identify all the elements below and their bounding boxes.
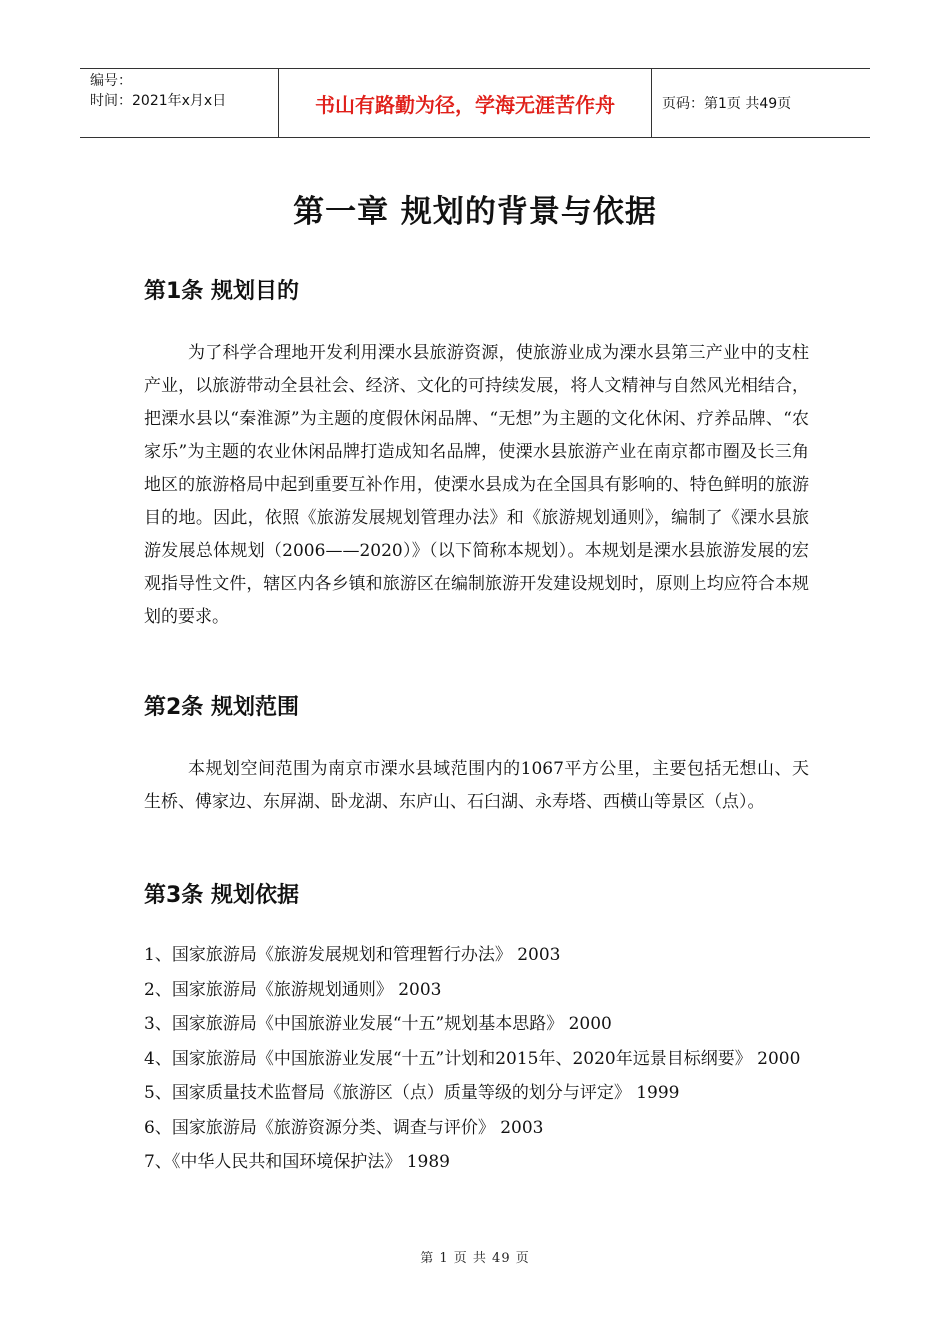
list-item: 2、国家旅游局《旅游规划通则》 2003 — [144, 979, 442, 1000]
article-1-paragraph: 为了科学合理地开发利用溧水县旅游资源，使旅游业成为溧水县第三产业中的支柱产业，以旅游带动全县社会、经济、文化的可持续发展，将人文精神与自然风光相结合，把溧水县以“秦淮源”为主题的度假休闲品牌、“无想”为主题的文化休闲、疗养品牌、“农家乐”为主题的农业休闲品牌打造成知名品牌，使溧水县旅游产业在南京都市圈及长三角地区的旅游格局中起到重要互补作用，使溧水县成为在全国具有影响的、特色鲜明的旅游目的地。因此，依照《旅游发展规划管理办法》和《旅游规划通则》，编制了《溧水县旅游发展总体规划（2006——2020）》（以下简称本规划）。本规划是溧水县旅游发展的宏观指导性文件，辖区内各乡镇和旅游区在编制旅游开发建设规划时，原则上均应符合本规划的要求。 — [144, 343, 809, 627]
header-meta — [80, 69, 279, 137]
list-item: 4、国家旅游局《中国旅游业发展“十五”计划和2015年、2020年远景目标纲要》 2000 — [144, 1048, 801, 1069]
document-time-label: 时间：2021年x月x日 — [90, 93, 227, 109]
chapter-title: 第一章 规划的背景与依据 — [293, 194, 657, 230]
article-2-paragraph: 本规划空间范围为南京市溧水县域范围内的1067平方公里，主要包括无想山、天生桥、傅家边、东屏湖、卧龙湖、东庐山、石臼湖、永寿塔、西横山等景区（点）。 — [144, 759, 809, 812]
list-item: 1、国家旅游局《旅游发展规划和管理暂行办法》 2003 — [144, 945, 561, 965]
article-1-title: 第1条 规划目的 — [144, 279, 299, 304]
article-2-title: 第2条 规划范围 — [144, 695, 299, 720]
list-item: 3、国家旅游局《中国旅游业发展“十五”规划基本思路》 2000 — [144, 1014, 612, 1034]
header-motto: 书山有路勤为径，学海无涯苦作舟 — [279, 69, 652, 137]
header-page-code: 页码：第1页 共49页 — [662, 96, 792, 112]
document-number-label: 编号： — [90, 73, 132, 89]
basis-list — [144, 938, 809, 1180]
list-item: 5、国家质量技术监督局《旅游区（点）质量等级的划分与评定》 1999 — [144, 1083, 680, 1103]
page-header — [80, 68, 870, 138]
page-footer: 第 1 页 共 49 页 — [420, 1251, 530, 1266]
list-item: 6、国家旅游局《旅游资源分类、调查与评价》 2003 — [144, 1117, 544, 1138]
list-item: 7、《中华人民共和国环境保护法》 1989 — [144, 1152, 450, 1172]
article-3-title: 第3条 规划依据 — [144, 883, 299, 908]
